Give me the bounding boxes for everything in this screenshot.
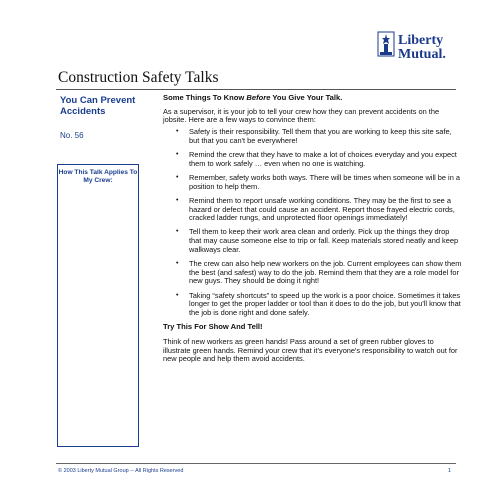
list-item: • Taking “safety shortcuts” to speed up the work is a poor choice. Sometimes it takes longer to get the proper ladder or tool than it does to do the job, but you'll know that the job is done right and done safely.	[176, 290, 461, 318]
list-item: • The crew can also help new workers on the job. Current employees can show them the best (and safest) way to do the job. Remind them that they are a role model for new guys. They should be doing it right!	[176, 259, 462, 286]
statue-of-liberty-icon	[377, 30, 395, 58]
bullet-icon: •	[176, 173, 179, 181]
footer-divider	[56, 463, 456, 464]
bullet-icon: •	[176, 260, 179, 268]
list-item: • Tell them to keep their work area clean and orderly. Pick up the things they drop that may cause someone else to trip or fall. Keep materials stored neatly and keep walkways clear.	[176, 227, 459, 254]
logo-text-mutual: Mutual.	[398, 47, 446, 62]
sidebar-title: You Can Prevent Accidents	[60, 95, 136, 117]
crew-notes-box[interactable]	[57, 164, 139, 447]
intro-paragraph: As a supervisor, it is your job to tell your crew how they can prevent accidents on the jobsite. Here are a few ways to convince them:	[163, 106, 440, 125]
talk-content	[163, 94, 463, 364]
list-item: • Remember, safety works both ways. There will be times when someone will be in a position to help them.	[176, 172, 460, 191]
bullet-icon: •	[176, 128, 179, 136]
list-item: • Remind the crew that they have to make a lot of choices everyday and you expect them to work safely … even when no one is watching.	[176, 150, 457, 168]
talk-number: No. 56	[60, 131, 84, 140]
logo-text-liberty: Liberty	[398, 33, 444, 48]
page-number: 1	[448, 468, 452, 474]
heading-emphasis: Before	[246, 93, 271, 102]
section-heading: Some Things To Know Before You Give Your Talk.	[163, 93, 343, 102]
page-title: Construction Safety Talks	[58, 69, 219, 86]
bullet-icon: •	[176, 151, 179, 159]
bullet-icon: •	[176, 291, 179, 299]
header-divider	[56, 89, 456, 90]
list-item: • Safety is their responsibility. Tell them that you are working to keep this site safe, but that you can't be everywhere!	[176, 127, 452, 145]
show-and-tell-heading: Try This For Show And Tell!	[163, 322, 263, 332]
bullet-icon: •	[176, 228, 179, 236]
crew-notes-label: How This Talk Applies To My Crew:	[58, 169, 138, 184]
show-and-tell-paragraph: Think of new workers as green hands! Pass around a set of green rubber gloves to illustrate green hands. Remind your crew that it's everyone's responsibility to watch out for new people and help them avoid accidents.	[163, 336, 458, 364]
copyright-notice: © 2003 Liberty Mutual Group -- All Rights Reserved	[58, 468, 184, 474]
liberty-mutual-logo	[377, 30, 455, 68]
bullet-icon: •	[176, 196, 179, 204]
tips-list	[163, 128, 463, 318]
list-item: • Remind them to report unsafe working conditions. They may be the first to see a hazard or defect that could cause an accident. Report those frayed electric cords, cracked ladder rungs, and unprotected floor openings immediately!	[176, 195, 455, 223]
